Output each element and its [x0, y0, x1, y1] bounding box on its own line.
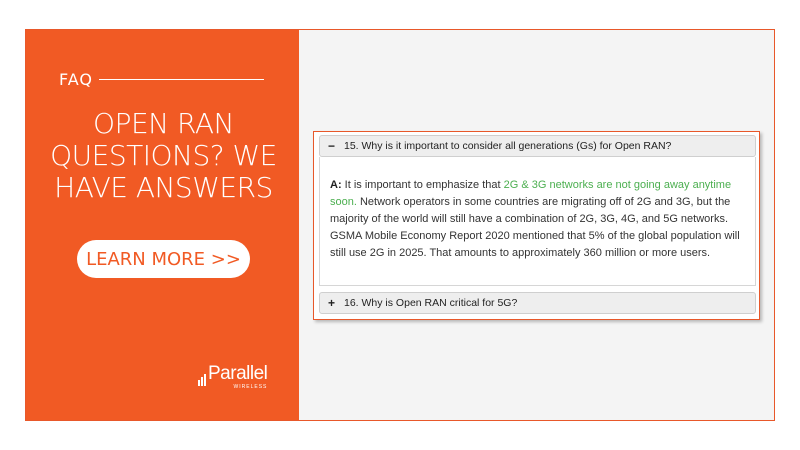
- headline: [46, 108, 281, 204]
- headline-line-2: QUESTIONS? WE: [50, 139, 277, 172]
- faq-accordion: [313, 131, 760, 320]
- expand-icon: +: [328, 296, 336, 310]
- logo-bars-icon: [198, 374, 206, 386]
- learn-more-button[interactable]: LEARN MORE >>: [77, 240, 250, 278]
- headline-line-1: OPEN RAN: [93, 107, 234, 140]
- faq-divider: [99, 79, 264, 80]
- logo-name: Parallel: [208, 363, 268, 384]
- question-15: 15. Why is it important to consider all generations (Gs) for Open RAN?: [344, 140, 672, 152]
- faq-label: FAQ: [59, 70, 93, 89]
- question-16: 16. Why is Open RAN critical for 5G?: [344, 297, 518, 309]
- answer-highlight: 2G & 3G networks are not going away anytime soon.: [330, 179, 732, 208]
- logo-sub: WIRELESS: [233, 384, 268, 390]
- answer-prefix: A:: [330, 179, 342, 191]
- answer-15: [319, 157, 756, 286]
- faq-heading: [59, 70, 264, 89]
- answer-post: Network operators in some countries are migrating off of 2G and 3G, but the majority of the world will still have a combination of 2G, 3G, 4G, and 5G networks. GSMA Mobile Economy Report 2020 mentioned that 5% of the global population will still use 2G in 2025. That amounts to approximately 360 million or more users.: [330, 196, 740, 259]
- parallel-wireless-logo: [198, 364, 267, 390]
- answer-pre: It is important to emphasize that: [341, 179, 504, 191]
- accordion-header-15[interactable]: [319, 135, 756, 157]
- left-panel: [26, 30, 299, 420]
- headline-line-3: HAVE ANSWERS: [54, 171, 273, 204]
- collapse-icon: −: [328, 139, 336, 153]
- banner-frame: [25, 29, 775, 421]
- accordion-header-16[interactable]: [319, 292, 756, 314]
